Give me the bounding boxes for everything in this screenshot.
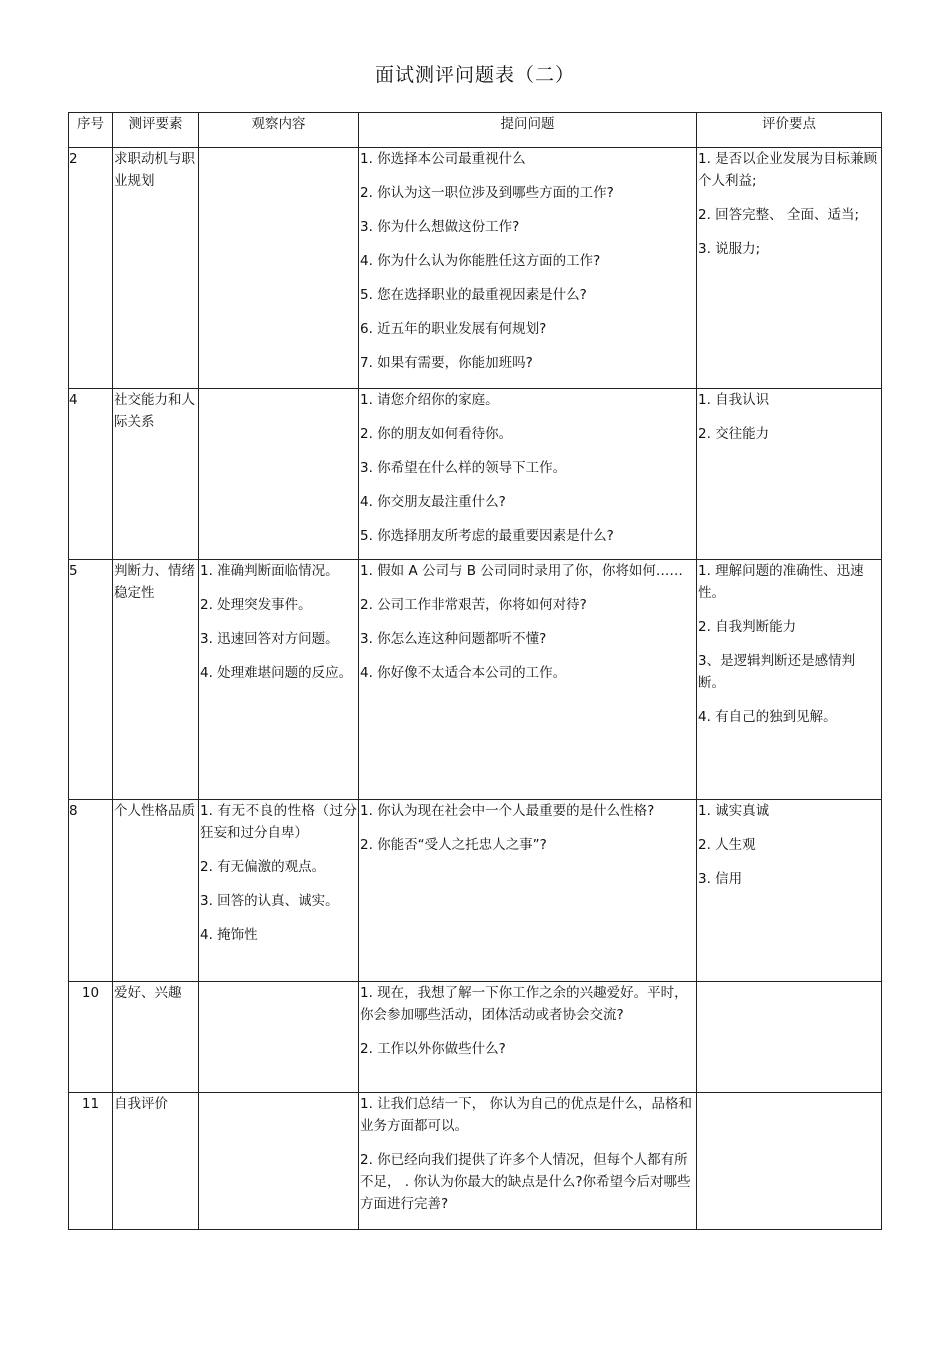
observe-cell bbox=[199, 148, 359, 389]
questions-cell bbox=[359, 982, 697, 1093]
assessment-element bbox=[113, 1093, 199, 1230]
question-item: 3. 你怎么连这种问题都听不懂? bbox=[360, 631, 547, 647]
element-text: 社交能力和人际关系 bbox=[114, 392, 195, 430]
questions-cell bbox=[359, 560, 697, 800]
point-item: 3. 信用 bbox=[698, 871, 743, 887]
assessment-element bbox=[113, 982, 199, 1093]
question-item: 4. 你交朋友最注重什么? bbox=[360, 494, 506, 510]
observe-item: 4. 掩饰性 bbox=[200, 927, 258, 943]
questions-cell bbox=[359, 148, 697, 389]
point-item: 1. 理解问题的准确性、迅速性。 bbox=[698, 563, 864, 601]
table-row bbox=[69, 560, 882, 800]
question-item: 6. 近五年的职业发展有何规划? bbox=[360, 321, 547, 337]
question-item: 2. 工作以外你做些什么? bbox=[360, 1041, 506, 1057]
table-header-row bbox=[69, 113, 882, 148]
row-number: 4 bbox=[69, 389, 113, 560]
element-text: 判断力、情绪稳定性 bbox=[114, 563, 195, 601]
points-cell bbox=[697, 982, 882, 1093]
question-item: 7. 如果有需要，你能加班吗? bbox=[360, 355, 533, 371]
observe-cell bbox=[199, 389, 359, 560]
point-item: 4. 有自己的独到见解。 bbox=[698, 709, 837, 725]
row-number: 11 bbox=[69, 1093, 113, 1230]
points-cell bbox=[697, 800, 882, 982]
point-item: 3、是逻辑判断还是感情判断。 bbox=[698, 653, 856, 691]
observe-item: 2. 有无偏激的观点。 bbox=[200, 859, 326, 875]
observe-item: 1. 准确判断面临情况。 bbox=[200, 563, 339, 579]
element-text: 爱好、兴趣 bbox=[114, 985, 182, 1001]
row-number: 5 bbox=[69, 560, 113, 800]
row-number: 2 bbox=[69, 148, 113, 389]
question-item: 3. 你为什么想做这份工作? bbox=[360, 219, 520, 235]
points-cell bbox=[697, 148, 882, 389]
point-item: 2. 回答完整、 全面、适当; bbox=[698, 207, 860, 223]
assessment-element bbox=[113, 560, 199, 800]
element-text: 自我评价 bbox=[114, 1096, 168, 1112]
point-item: 1. 是否以企业发展为目标兼顾个人利益; bbox=[698, 151, 878, 189]
question-item: 4. 你为什么认为你能胜任这方面的工作? bbox=[360, 253, 601, 269]
question-item: 1. 你选择本公司最重视什么 bbox=[360, 151, 526, 167]
observe-cell bbox=[199, 1093, 359, 1230]
row-number: 10 bbox=[69, 982, 113, 1093]
assessment-element bbox=[113, 800, 199, 982]
assessment-element bbox=[113, 389, 199, 560]
point-item: 3. 说服力; bbox=[698, 241, 761, 257]
points-cell bbox=[697, 1093, 882, 1230]
element-text: 个人性格品质 bbox=[114, 803, 195, 819]
question-item: 2. 你能否“受人之托忠人之事”? bbox=[360, 837, 547, 853]
question-item: 2. 你已经向我们提供了许多个人情况，但每个人都有所不足， . 你认为你最大的缺点是什么?你希望今后对哪些方面进行完善? bbox=[360, 1152, 691, 1212]
point-item: 2. 人生观 bbox=[698, 837, 756, 853]
header-points: 评价要点 bbox=[697, 113, 882, 148]
observe-item: 4. 处理难堪问题的反应。 bbox=[200, 665, 353, 681]
table-row bbox=[69, 148, 882, 389]
question-item: 1. 你认为现在社会中一个人最重要的是什么性格? bbox=[360, 803, 655, 819]
table-row bbox=[69, 389, 882, 560]
header-num: 序号 bbox=[69, 113, 113, 148]
question-item: 1. 让我们总结一下， 你认为自己的优点是什么，品格和业务方面都可以。 bbox=[360, 1096, 692, 1134]
question-item: 5. 你选择朋友所考虑的最重要因素是什么? bbox=[360, 528, 614, 544]
table-row bbox=[69, 982, 882, 1093]
observe-item: 1. 有无不良的性格（过分狂妄和过分自卑） bbox=[200, 803, 357, 841]
header-element: 测评要素 bbox=[113, 113, 199, 148]
question-item: 2. 公司工作非常艰苦，你将如何对待? bbox=[360, 597, 587, 613]
interview-question-table bbox=[68, 112, 882, 1230]
question-item: 1. 现在，我想了解一下你工作之余的兴趣爱好。平时，你会参加哪些活动，团体活动或者协会交流? bbox=[360, 985, 688, 1023]
question-item: 2. 你认为这一职位涉及到哪些方面的工作? bbox=[360, 185, 614, 201]
points-cell bbox=[697, 560, 882, 800]
header-observe: 观察内容 bbox=[199, 113, 359, 148]
questions-cell bbox=[359, 800, 697, 982]
questions-cell bbox=[359, 1093, 697, 1230]
question-item: 4. 你好像不太适合本公司的工作。 bbox=[360, 665, 567, 681]
question-item: 3. 你希望在什么样的领导下工作。 bbox=[360, 460, 567, 476]
observe-cell bbox=[199, 800, 359, 982]
header-questions: 提问问题 bbox=[359, 113, 697, 148]
element-text: 求职动机与职业规划 bbox=[114, 151, 195, 189]
questions-cell bbox=[359, 389, 697, 560]
question-item: 1. 假如 A 公司与 B 公司同时录用了你，你将如何…… bbox=[360, 563, 683, 579]
point-item: 1. 自我认识 bbox=[698, 392, 770, 408]
observe-cell bbox=[199, 982, 359, 1093]
table-row bbox=[69, 1093, 882, 1230]
question-item: 1. 请您介绍你的家庭。 bbox=[360, 392, 499, 408]
point-item: 2. 交往能力 bbox=[698, 426, 770, 442]
observe-item: 2. 处理突发事件。 bbox=[200, 597, 312, 613]
observe-item: 3. 迅速回答对方问题。 bbox=[200, 631, 339, 647]
point-item: 1. 诚实真诚 bbox=[698, 803, 770, 819]
table-row bbox=[69, 800, 882, 982]
question-item: 2. 你的朋友如何看待你。 bbox=[360, 426, 513, 442]
observe-cell bbox=[199, 560, 359, 800]
question-item: 5. 您在选择职业的最重视因素是什么? bbox=[360, 287, 587, 303]
observe-item: 3. 回答的认真、诚实。 bbox=[200, 893, 339, 909]
points-cell bbox=[697, 389, 882, 560]
point-item: 2. 自我判断能力 bbox=[698, 619, 797, 635]
row-number: 8 bbox=[69, 800, 113, 982]
assessment-element bbox=[113, 148, 199, 389]
page-title: 面试测评问题表（二） bbox=[374, 64, 575, 86]
